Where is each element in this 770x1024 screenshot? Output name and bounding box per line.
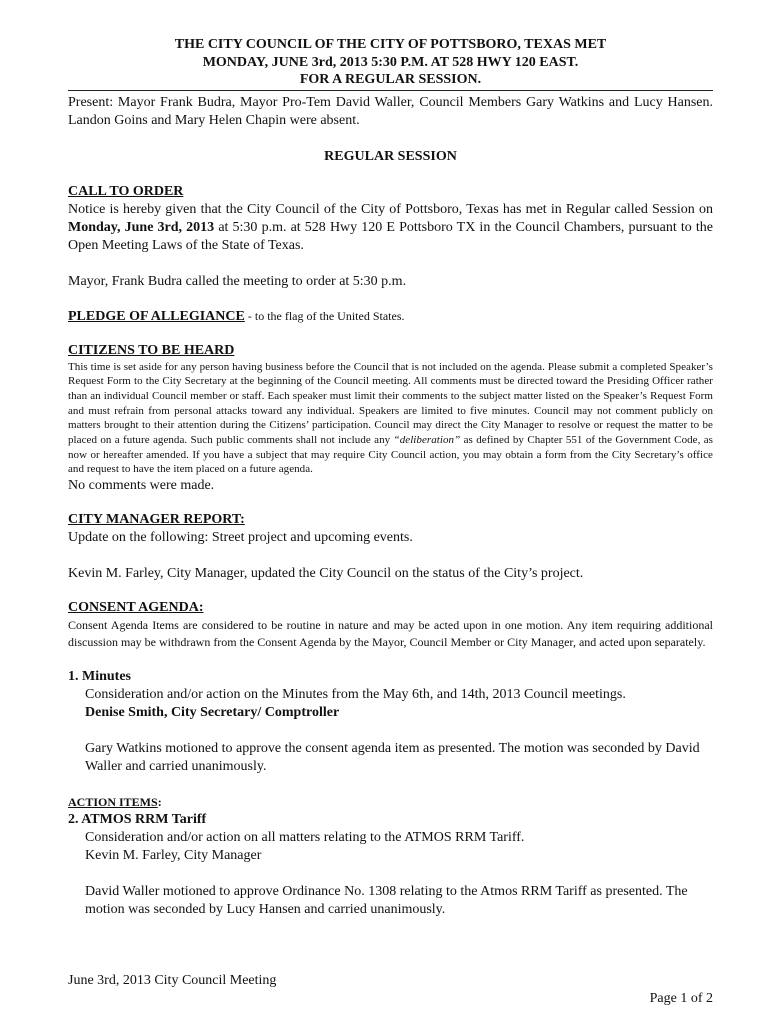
header-divider <box>68 90 713 91</box>
citizens-result: No comments were made. <box>68 478 215 494</box>
notice-date: Monday, June 3rd, 2013 <box>68 219 215 235</box>
header-line-3: FOR A REGULAR SESSION. <box>299 72 482 87</box>
attendance-paragraph: Present: Mayor Frank Budra, Mayor Pro-Tem David Waller, Council Members Gary Watkins and Lucy Hansen. Landon Goins and Mary Helen Chapin were absent. <box>68 94 713 128</box>
consent-section <box>68 599 713 651</box>
call-to-order-heading: CALL TO ORDER <box>68 183 184 199</box>
document-page <box>68 36 713 919</box>
citizens-deliberation: “deliberation” <box>393 434 461 447</box>
consent-text: Consent Agenda Items are considered to be routine in nature and may be acted upon in one motion. Any item requiring additional discussion may be withdrawn from the Consent Agenda by the Mayor, Council Member or City Manager, and acted upon separately. <box>68 618 713 650</box>
footer-meeting-label: June 3rd, 2013 City Council Meeting <box>68 973 277 988</box>
citizens-text-b: as defined by Chapter 551 of the Government Code, as now or hereafter amended. If you have a subject that may require City Council action, you may obtain a form from the City Secretary’s office and request to have the item placed on a future agenda. <box>68 434 714 476</box>
item-2-presenter: Kevin M. Farley, City Manager <box>85 848 262 864</box>
footer-page-number: Page 1 of 2 <box>649 991 713 1006</box>
item-2-title: 2. ATMOS RRM Tariff <box>68 812 207 828</box>
item-1-motion: Gary Watkins motioned to approve the consent agenda item as presented. The motion was seconded by David Waller and carried unanimously. <box>85 741 700 775</box>
pledge-text: - to the flag of the United States. <box>244 308 405 323</box>
citizens-heading: CITIZENS TO BE HEARD <box>68 342 235 358</box>
header-line-1: THE CITY COUNCIL OF THE CITY OF POTTSBORO, TEXAS MET <box>174 37 607 52</box>
city-manager-section <box>68 511 713 583</box>
item-2-motion: David Waller motioned to approve Ordinance No. 1308 relating to the Atmos RRM Tariff as presented. The motion was seconded by Lucy Hansen and carried unanimously. <box>85 884 688 918</box>
pledge-section <box>68 307 713 326</box>
item-1-minutes <box>68 668 713 776</box>
action-items-heading <box>68 793 713 811</box>
call-to-order-statement: Mayor, Frank Budra called the meeting to order at 5:30 p.m. <box>68 273 407 289</box>
consent-heading: CONSENT AGENDA: <box>68 600 204 616</box>
action-items-colon: : <box>157 795 162 810</box>
notice-text-b: at 5:30 p.m. at 528 Hwy 120 E Pottsboro TX in the Council Chambers, pursuant to the Open Meeting Laws of the State of Texas. <box>68 219 713 253</box>
header-line-2: MONDAY, JUNE 3rd, 2013 5:30 P.M. AT 528 HWY 120 EAST. <box>202 54 579 70</box>
call-to-order-notice <box>68 201 713 255</box>
citizens-section <box>68 342 713 496</box>
item-2-atmos <box>68 811 713 919</box>
action-items-label: ACTION ITEMS <box>68 795 158 810</box>
city-manager-update: Update on the following: Street project and upcoming events. <box>68 530 413 546</box>
item-2-description: Consideration and/or action on all matters relating to the ATMOS RRM Tariff. <box>85 830 525 846</box>
item-1-title: 1. Minutes <box>68 669 131 685</box>
city-manager-statement: Kevin M. Farley, City Manager, updated the City Council on the status of the City’s project. <box>68 566 584 582</box>
notice-text-a: Notice is hereby given that the City Council of the City of Pottsboro, Texas has met in Regular called Session on <box>68 201 713 217</box>
item-1-description: Consideration and/or action on the Minutes from the May 6th, and 14th, 2013 Council meetings. <box>85 687 626 703</box>
document-header <box>68 36 713 89</box>
pledge-heading: PLEDGE OF ALLEGIANCE <box>68 308 245 324</box>
city-manager-heading: CITY MANAGER REPORT: <box>68 512 245 528</box>
citizens-text-a: This time is set aside for any person having business before the Council that is not included on the agenda. Please submit a completed Speaker’s Request Form to the City Secretary at the beginning of the Council meeting. All comments must be directed toward the Presiding Officer rather than an individual Council member or staff. Each speaker must limit their comments to the subject matter listed on the Speaker’s Request Form and must refrain from personal attacks toward any individual. Speakers are limited to five minutes. Council may not comment publicly on matters brought to their attention during the Citizens’ participation. Council may direct the City Manager to resolve or request the matter to be placed on a future agenda. Such public comments shall not include any <box>68 360 713 447</box>
citizens-text <box>68 360 713 478</box>
item-1-presenter: Denise Smith, City Secretary/ Comptroller <box>85 705 340 721</box>
regular-session-heading: REGULAR SESSION <box>324 148 457 164</box>
call-to-order-section <box>68 183 713 291</box>
